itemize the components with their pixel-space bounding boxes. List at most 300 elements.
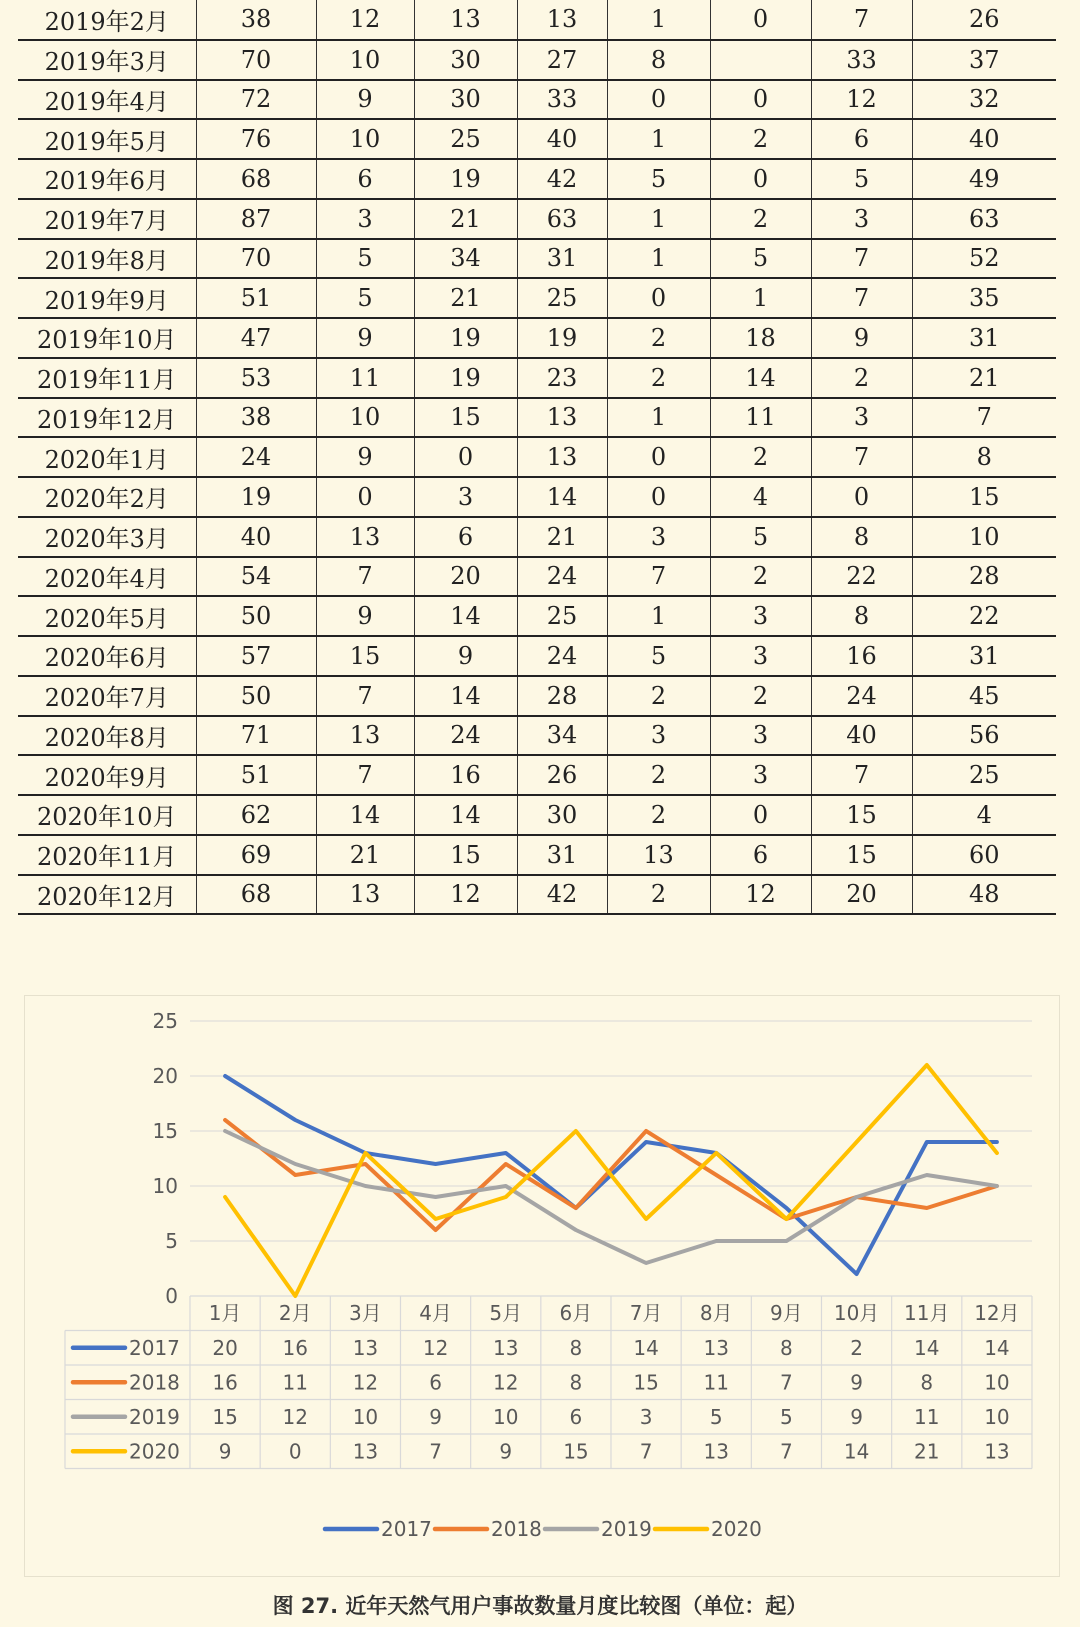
table-cell: 69: [196, 835, 316, 875]
table-cell: 7: [316, 557, 414, 597]
table-value: 0: [288, 1439, 302, 1464]
table-cell: 7: [811, 0, 912, 40]
table-cell: 3: [710, 755, 811, 795]
table-row: [18, 835, 1056, 875]
table-value: 10: [493, 1404, 519, 1429]
table-cell: 56: [912, 716, 1056, 756]
x-category-label: 3月: [349, 1301, 382, 1325]
table-value: 8: [569, 1370, 583, 1395]
table-cell: 11: [316, 358, 414, 398]
table-cell: 20: [811, 875, 912, 915]
y-tick-label: 15: [152, 1119, 178, 1143]
table-cell: 18: [710, 318, 811, 358]
table-value: 9: [850, 1404, 863, 1429]
table-cell: 14: [710, 358, 811, 398]
table-row: [18, 437, 1056, 477]
table-cell: 1: [607, 398, 710, 438]
table-cell: 34: [517, 716, 607, 756]
table-cell: 7: [811, 755, 912, 795]
table-value: 2: [850, 1335, 863, 1360]
monthly-accident-table: [18, 0, 1056, 915]
table-value: 13: [703, 1439, 729, 1464]
table-cell: 9: [811, 318, 912, 358]
table-row: [18, 795, 1056, 835]
table-row: [18, 80, 1056, 120]
table-row: [18, 716, 1056, 756]
table-cell: 14: [316, 795, 414, 835]
row-month-label: 2020年9月: [18, 755, 196, 795]
table-cell: 8: [912, 437, 1056, 477]
table-cell: 6: [414, 517, 517, 557]
x-category-label: 12月: [974, 1301, 1020, 1325]
table-cell: 26: [912, 0, 1056, 40]
table-value: 11: [282, 1370, 308, 1395]
table-row: [18, 159, 1056, 199]
table-value: 8: [920, 1370, 934, 1395]
table-cell: 21: [912, 358, 1056, 398]
table-cell: 0: [710, 0, 811, 40]
table-cell: 24: [414, 716, 517, 756]
table-cell: 3: [811, 199, 912, 239]
table-cell: 25: [517, 278, 607, 318]
table-row: [18, 755, 1056, 795]
table-cell: 26: [517, 755, 607, 795]
table-cell: 13: [517, 437, 607, 477]
table-value: 9: [218, 1439, 232, 1464]
table-cell: 23: [517, 358, 607, 398]
table-cell: 20: [414, 557, 517, 597]
table-cell: 52: [912, 239, 1056, 279]
table-value: 7: [639, 1439, 653, 1464]
table-value: 12: [493, 1370, 519, 1395]
table-cell: 21: [517, 517, 607, 557]
table-value: 7: [780, 1439, 793, 1464]
table-value: 5: [709, 1404, 723, 1429]
series-line-2019: [225, 1131, 997, 1263]
table-cell: 3: [710, 636, 811, 676]
y-tick-label: 5: [165, 1229, 178, 1253]
table-row: [18, 358, 1056, 398]
row-month-label: 2019年7月: [18, 199, 196, 239]
table-cell: 0: [811, 477, 912, 517]
table-cell: 7: [811, 437, 912, 477]
row-month-label: 2019年9月: [18, 278, 196, 318]
table-cell: 1: [607, 0, 710, 40]
table-cell: 7: [316, 676, 414, 716]
row-month-label: 2020年7月: [18, 676, 196, 716]
table-series-name: 2017: [129, 1335, 180, 1360]
table-row: [18, 199, 1056, 239]
table-cell: 63: [517, 199, 607, 239]
table-cell: 48: [912, 875, 1056, 915]
row-month-label: 2020年5月: [18, 596, 196, 636]
table-cell: 42: [517, 875, 607, 915]
table-cell: 0: [414, 437, 517, 477]
table-cell: 14: [414, 795, 517, 835]
table-cell: 13: [316, 517, 414, 557]
table-series-name: 2020: [129, 1439, 180, 1464]
x-category-label: 4月: [419, 1301, 452, 1325]
table-value: 3: [639, 1404, 653, 1429]
table-cell: 9: [316, 437, 414, 477]
table-cell: 3: [811, 398, 912, 438]
table-cell: 0: [607, 477, 710, 517]
table-cell: 12: [316, 0, 414, 40]
table-row: [18, 636, 1056, 676]
table-value: 13: [352, 1335, 379, 1360]
table-cell: 31: [517, 835, 607, 875]
table-value: 12: [422, 1335, 449, 1360]
table-series-name: 2018: [129, 1370, 180, 1395]
row-month-label: 2019年4月: [18, 80, 196, 120]
table-cell: 8: [811, 517, 912, 557]
table-cell: 63: [912, 199, 1056, 239]
table-cell: 33: [811, 40, 912, 80]
table-cell: 2: [710, 676, 811, 716]
table-value: 16: [282, 1335, 308, 1360]
table-row: [18, 596, 1056, 636]
table-cell: 13: [517, 398, 607, 438]
x-category-label: 2月: [278, 1301, 312, 1325]
table-cell: 3: [710, 716, 811, 756]
table-cell: 40: [196, 517, 316, 557]
table-value: 11: [914, 1404, 940, 1429]
row-month-label: 2020年4月: [18, 557, 196, 597]
row-month-label: 2020年1月: [18, 437, 196, 477]
table-value: 21: [914, 1439, 940, 1464]
series-line-2020: [225, 1065, 997, 1296]
table-cell: 11: [710, 398, 811, 438]
table-cell: 47: [196, 318, 316, 358]
table-cell: 7: [811, 239, 912, 279]
table-row: [18, 477, 1056, 517]
table-cell: 14: [517, 477, 607, 517]
table-value: 13: [352, 1439, 379, 1464]
table-cell: 0: [607, 437, 710, 477]
table-cell: 42: [517, 159, 607, 199]
table-cell: 3: [607, 716, 710, 756]
table-cell: 13: [316, 716, 414, 756]
table-cell: 53: [196, 358, 316, 398]
table-value: 13: [984, 1439, 1010, 1464]
table-cell: 10: [316, 119, 414, 159]
table-cell: 30: [414, 80, 517, 120]
table-cell: 19: [414, 159, 517, 199]
table-cell: 19: [196, 477, 316, 517]
table-cell: 0: [607, 80, 710, 120]
table-cell: 2: [607, 875, 710, 915]
table-cell: 3: [316, 199, 414, 239]
table-cell: 3: [607, 517, 710, 557]
table-cell: 50: [196, 596, 316, 636]
table-cell: 7: [912, 398, 1056, 438]
table-row: [18, 239, 1056, 279]
row-month-label: 2020年2月: [18, 477, 196, 517]
table-cell: 24: [517, 557, 607, 597]
table-cell: 2: [607, 358, 710, 398]
legend-label: 2019: [601, 1517, 652, 1541]
table-value: 10: [984, 1404, 1010, 1429]
table-cell: 2: [607, 755, 710, 795]
table-cell: 6: [316, 159, 414, 199]
table-value: 8: [569, 1335, 583, 1360]
table-cell: 13: [607, 835, 710, 875]
table-cell: 0: [316, 477, 414, 517]
table-cell: 12: [811, 80, 912, 120]
table-value: 15: [633, 1370, 659, 1395]
legend-label: 2018: [491, 1517, 542, 1541]
table-value: 7: [429, 1439, 442, 1464]
table-cell: 51: [196, 278, 316, 318]
table-cell: 25: [912, 755, 1056, 795]
table-cell: 2: [710, 199, 811, 239]
table-value: 13: [493, 1335, 519, 1360]
table-cell: 49: [912, 159, 1056, 199]
table-cell: 31: [912, 318, 1056, 358]
table-cell: 5: [710, 239, 811, 279]
table-cell: 13: [517, 0, 607, 40]
table-cell: 22: [811, 557, 912, 597]
table-cell: 15: [811, 795, 912, 835]
table-cell: 7: [316, 755, 414, 795]
table-series-name: 2019: [129, 1404, 180, 1429]
table-cell: 6: [811, 119, 912, 159]
table-cell: 0: [710, 80, 811, 120]
table-cell: 10: [912, 517, 1056, 557]
table-cell: 27: [517, 40, 607, 80]
table-cell: 5: [316, 278, 414, 318]
table-cell: 68: [196, 875, 316, 915]
table-cell: 60: [912, 835, 1056, 875]
table-value: 9: [499, 1439, 513, 1464]
table-row: [18, 318, 1056, 358]
table-cell: 25: [414, 119, 517, 159]
y-tick-label: 10: [152, 1174, 178, 1198]
table-cell: 1: [607, 596, 710, 636]
table-cell: 21: [414, 278, 517, 318]
table-cell: 4: [710, 477, 811, 517]
table-cell: 19: [414, 318, 517, 358]
table-cell: 4: [912, 795, 1056, 835]
row-month-label: 2019年2月: [18, 0, 196, 40]
legend-label: 2020: [711, 1517, 762, 1541]
table-cell: 16: [414, 755, 517, 795]
table-cell: 2: [811, 358, 912, 398]
table-cell: 14: [414, 596, 517, 636]
table-cell: 21: [316, 835, 414, 875]
table-cell: 15: [414, 398, 517, 438]
table-cell: 35: [912, 278, 1056, 318]
table-cell: 16: [811, 636, 912, 676]
row-month-label: 2019年12月: [18, 398, 196, 438]
table-cell: 71: [196, 716, 316, 756]
table-cell: 19: [414, 358, 517, 398]
table-cell: 0: [710, 159, 811, 199]
table-cell: 3: [710, 596, 811, 636]
x-category-label: 10月: [833, 1301, 880, 1325]
table-cell: 24: [517, 636, 607, 676]
table-cell: 22: [912, 596, 1056, 636]
table-cell: 40: [517, 119, 607, 159]
table-cell: 33: [517, 80, 607, 120]
table-cell: 38: [196, 398, 316, 438]
table-cell: 40: [912, 119, 1056, 159]
table-cell: 9: [316, 80, 414, 120]
y-tick-label: 20: [152, 1064, 178, 1088]
y-tick-label: 0: [165, 1284, 178, 1308]
table-cell: 1: [607, 119, 710, 159]
table-cell: 5: [710, 517, 811, 557]
x-category-label: 5月: [489, 1301, 523, 1325]
table-cell: 28: [517, 676, 607, 716]
table-cell: 14: [414, 676, 517, 716]
table-cell: 70: [196, 239, 316, 279]
table-cell: 15: [811, 835, 912, 875]
table-value: 10: [352, 1404, 379, 1429]
table-row: [18, 119, 1056, 159]
table-cell: 31: [517, 239, 607, 279]
table-value: 7: [780, 1370, 793, 1395]
x-category-label: 11月: [904, 1301, 950, 1325]
table-cell: 9: [414, 636, 517, 676]
table-cell: 12: [414, 875, 517, 915]
table-cell: 2: [607, 676, 710, 716]
table-cell: 9: [316, 596, 414, 636]
table-cell: 45: [912, 676, 1056, 716]
table-cell: 51: [196, 755, 316, 795]
table-cell: 24: [196, 437, 316, 477]
table-cell: 1: [607, 239, 710, 279]
table-value: 6: [429, 1370, 442, 1395]
table-cell: 2: [710, 557, 811, 597]
table-cell: 72: [196, 80, 316, 120]
table-cell: 2: [607, 795, 710, 835]
legend-label: 2017: [381, 1517, 432, 1541]
table-cell: 25: [517, 596, 607, 636]
table-cell: 38: [196, 0, 316, 40]
table-cell: 0: [607, 278, 710, 318]
row-month-label: 2020年6月: [18, 636, 196, 676]
table-row: [18, 40, 1056, 80]
table-cell: 3: [414, 477, 517, 517]
table-cell: 2: [607, 318, 710, 358]
table-cell: 76: [196, 119, 316, 159]
row-month-label: 2019年3月: [18, 40, 196, 80]
table-value: 11: [703, 1370, 729, 1395]
table-cell: 15: [912, 477, 1056, 517]
row-month-label: 2020年8月: [18, 716, 196, 756]
table-cell: 13: [414, 0, 517, 40]
table-cell: 13: [316, 875, 414, 915]
table-value: 9: [850, 1370, 863, 1395]
table-cell: 5: [811, 159, 912, 199]
table-cell: 8: [607, 40, 710, 80]
table-cell: 15: [316, 636, 414, 676]
table-cell: 0: [710, 795, 811, 835]
x-category-label: 7月: [629, 1301, 663, 1325]
row-month-label: 2020年3月: [18, 517, 196, 557]
table-value: 9: [429, 1404, 442, 1429]
table-cell: 5: [607, 636, 710, 676]
table-value: 10: [984, 1370, 1010, 1395]
table-cell: 12: [710, 875, 811, 915]
table-cell: 6: [710, 835, 811, 875]
table-cell: 62: [196, 795, 316, 835]
table-value: 14: [843, 1439, 870, 1464]
table-cell: 68: [196, 159, 316, 199]
table-cell: 87: [196, 199, 316, 239]
x-category-label: 6月: [559, 1301, 593, 1325]
table-cell: 2: [710, 437, 811, 477]
x-category-label: 8月: [699, 1301, 733, 1325]
table-cell: 10: [316, 398, 414, 438]
y-tick-label: 25: [152, 1009, 178, 1033]
table-cell: 21: [414, 199, 517, 239]
table-cell: 28: [912, 557, 1056, 597]
line-chart: [24, 995, 1060, 1577]
table-cell: 7: [811, 278, 912, 318]
table-cell: 57: [196, 636, 316, 676]
row-month-label: 2019年8月: [18, 239, 196, 279]
table-value: 14: [914, 1335, 940, 1360]
table-cell: 1: [607, 199, 710, 239]
table-cell: 1: [710, 278, 811, 318]
figure-caption: 图 27. 近年天然气用户事故数量月度比较图（单位：起）: [272, 1594, 808, 1618]
table-cell: 40: [811, 716, 912, 756]
table-row: [18, 517, 1056, 557]
table-value: 13: [703, 1335, 729, 1360]
table-cell: 5: [607, 159, 710, 199]
table-row: [18, 398, 1056, 438]
table-cell: 30: [517, 795, 607, 835]
table-cell: 7: [607, 557, 710, 597]
table-row: [18, 0, 1056, 40]
table-cell: 50: [196, 676, 316, 716]
table-value: 14: [984, 1335, 1010, 1360]
table-cell: 5: [316, 239, 414, 279]
row-month-label: 2020年11月: [18, 835, 196, 875]
table-cell: 8: [811, 596, 912, 636]
table-value: 15: [212, 1404, 238, 1429]
table-value: 6: [569, 1404, 583, 1429]
table-row: [18, 278, 1056, 318]
table-value: 15: [563, 1439, 589, 1464]
table-cell: 15: [414, 835, 517, 875]
row-month-label: 2019年5月: [18, 119, 196, 159]
table-value: 5: [780, 1404, 793, 1429]
table-value: 8: [780, 1335, 793, 1360]
table-cell: 9: [316, 318, 414, 358]
table-cell: 30: [414, 40, 517, 80]
table-cell: 34: [414, 239, 517, 279]
row-month-label: 2019年10月: [18, 318, 196, 358]
x-category-label: 1月: [208, 1301, 242, 1325]
row-month-label: 2019年11月: [18, 358, 196, 398]
table-cell: 54: [196, 557, 316, 597]
table-cell: [710, 40, 811, 80]
table-cell: 2: [710, 119, 811, 159]
x-category-label: 9月: [770, 1301, 803, 1325]
row-month-label: 2019年6月: [18, 159, 196, 199]
table-cell: 37: [912, 40, 1056, 80]
row-month-label: 2020年12月: [18, 875, 196, 915]
table-row: [18, 875, 1056, 915]
row-month-label: 2020年10月: [18, 795, 196, 835]
table-cell: 70: [196, 40, 316, 80]
table-value: 20: [212, 1335, 238, 1360]
table-value: 12: [352, 1370, 379, 1395]
table-value: 12: [282, 1404, 308, 1429]
